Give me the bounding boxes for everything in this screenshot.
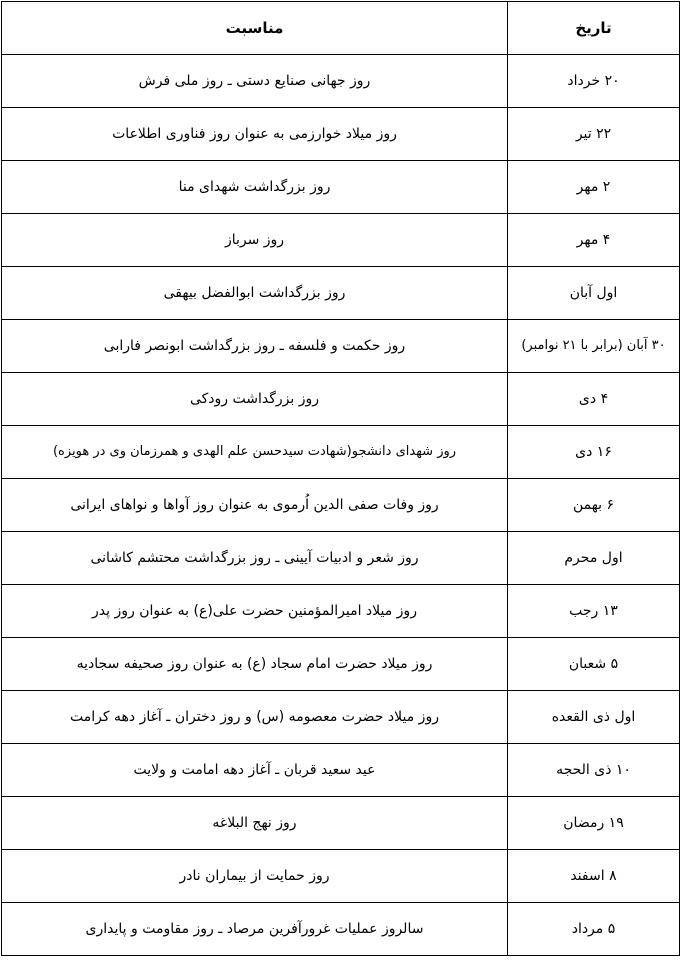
occasion-cell: روز شعر و ادبیات آیینی ـ روز بزرگداشت محتشم کاشانی	[2, 532, 508, 585]
date-cell: اول محرم	[508, 532, 680, 585]
occasion-cell: روز بزرگداشت رودکی	[2, 373, 508, 426]
date-cell: ۵ شعبان	[508, 638, 680, 691]
table-row	[2, 585, 680, 638]
table-row	[2, 214, 680, 267]
table-row	[2, 373, 680, 426]
table-row	[2, 797, 680, 850]
table-row	[2, 108, 680, 161]
occasion-cell: روز حمایت از بیماران نادر	[2, 850, 508, 903]
table-row	[2, 850, 680, 903]
occasion-cell: عید سعید قربان ـ آغاز دهه امامت و ولایت	[2, 744, 508, 797]
table-row	[2, 479, 680, 532]
occasion-cell: روز شهدای دانشجو(شهادت سیدحسن علم الهدی و همرزمان وی در هویزه)	[2, 426, 508, 479]
header-occasion: مناسبت	[2, 2, 508, 55]
occasions-table	[1, 1, 680, 956]
occasion-cell: سالروز عملیات غرورآفرین مرصاد ـ روز مقاومت و پایداری	[2, 903, 508, 956]
table-row	[2, 638, 680, 691]
occasion-cell: روز وفات صفی الدین اُرموی به عنوان روز آواها و نواهای ایرانی	[2, 479, 508, 532]
date-cell: ۵ مرداد	[508, 903, 680, 956]
table-row	[2, 267, 680, 320]
date-cell: ۲۰ خرداد	[508, 55, 680, 108]
occasion-cell: روز میلاد حضرت معصومه (س) و روز دختران ـ آغاز دهه کرامت	[2, 691, 508, 744]
date-cell: ۴ دی	[508, 373, 680, 426]
occasion-cell: روز سرباز	[2, 214, 508, 267]
date-cell: ۱۹ رمضان	[508, 797, 680, 850]
occasion-cell: روز بزرگداشت شهدای منا	[2, 161, 508, 214]
occasion-cell: روز بزرگداشت ابوالفضل بیهقی	[2, 267, 508, 320]
table-row	[2, 691, 680, 744]
occasion-cell: روز میلاد امیرالمؤمنین حضرت علی(ع) به عنوان روز پدر	[2, 585, 508, 638]
table-header-row	[2, 2, 680, 55]
date-cell: ۱۶ دی	[508, 426, 680, 479]
header-date: تاریخ	[508, 2, 680, 55]
table-row	[2, 744, 680, 797]
occasion-cell: روز جهانی صنایع دستی ـ روز ملی فرش	[2, 55, 508, 108]
date-cell: ۱۰ ذی الحجه	[508, 744, 680, 797]
date-cell: ۳۰ آبان (برابر با ۲۱ نوامبر)	[508, 320, 680, 373]
table-row	[2, 161, 680, 214]
date-cell: ۱۳ رجب	[508, 585, 680, 638]
date-cell: اول آبان	[508, 267, 680, 320]
occasion-cell: روز میلاد خوارزمی به عنوان روز فناوری اطلاعات	[2, 108, 508, 161]
date-cell: ۲۲ تیر	[508, 108, 680, 161]
occasion-cell: روز میلاد حضرت امام سجاد (ع) به عنوان روز صحیفه سجادیه	[2, 638, 508, 691]
date-cell: ۸ اسفند	[508, 850, 680, 903]
table-row	[2, 55, 680, 108]
table-row	[2, 903, 680, 956]
date-cell: ۲ مهر	[508, 161, 680, 214]
date-cell: اول ذی القعده	[508, 691, 680, 744]
date-cell: ۴ مهر	[508, 214, 680, 267]
date-cell: ۶ بهمن	[508, 479, 680, 532]
occasion-cell: روز حکمت و فلسفه ـ روز بزرگداشت ابونصر فارابی	[2, 320, 508, 373]
occasion-cell: روز نهج البلاغه	[2, 797, 508, 850]
table-row	[2, 320, 680, 373]
table-row	[2, 532, 680, 585]
table-row	[2, 426, 680, 479]
